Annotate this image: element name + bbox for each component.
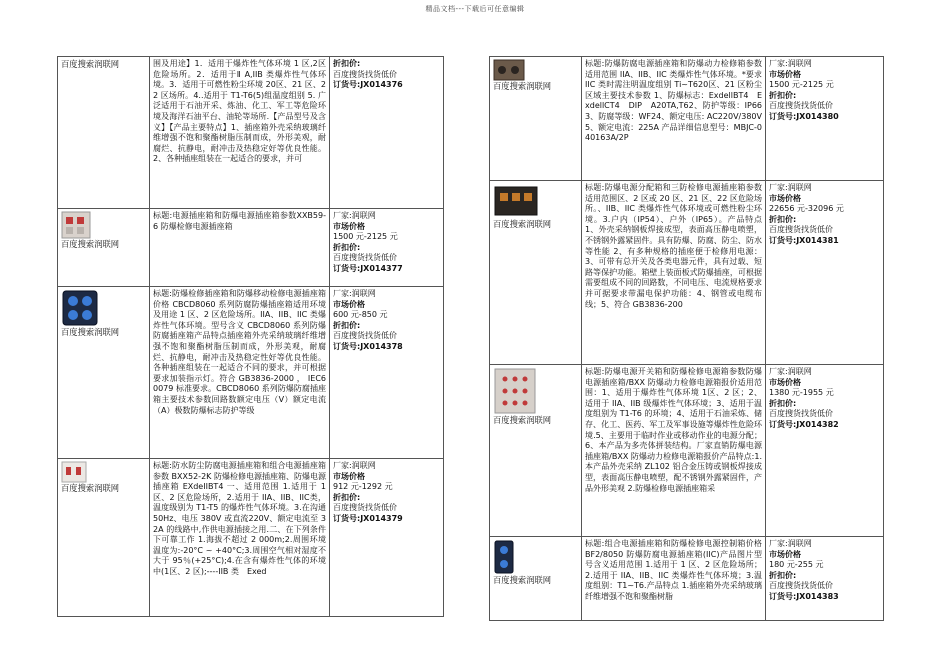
price-range: 1500 元-2125 元 [333,232,398,242]
image-cell [490,57,582,181]
discount-text: 百度搜货找货低价 [333,253,397,263]
image-cell [490,365,582,537]
factory-label: 厂家:润联网 [333,211,376,220]
right-product-table [489,56,884,621]
discount-label: 折扣价: [333,320,361,330]
store-link[interactable]: 百度搜索润联网 [493,415,552,425]
price-cell [330,209,444,287]
order-code: 订货号:JX014377 [333,263,403,273]
factory-label: 厂家:润联网 [769,539,812,548]
price-range: 912 元-1292 元 [333,482,393,492]
market-price-label: 市场价格 [333,471,365,481]
price-cell [330,287,444,459]
description-cell: 标题:防爆电源开关箱和防爆检修电源箱参数防爆电源插座箱/BXX 防爆动力检修电源箱报价适用范围：1、适用于爆炸性气体环境 1区、2 区；2、适用于 IIA、IIB 级爆炸性气体环境；3、适用于温度组别为 T1-T6 的环境；4、适用于石油采炼、储存、化工、医药、军工及军事设施等爆炸性危险环境.5、主要用于临时作业或移动作业的电源分配；6、本产品为多壳体拼装结构。厂家直销防爆电源插座箱/BXX 防爆动力检修电源箱报价产品特点:1.本产品外壳采纳 ZL102 铝合金压铸或钢板焊接成型，表面高压静电喷塑，配不锈钢外露紧固件，产品外形美观 2.防爆检修电源插座箱采 [582,365,766,537]
left-product-table [57,56,444,617]
market-price-label: 市场价格 [769,549,801,559]
market-price-label: 市场价格 [333,221,365,231]
discount-label: 折扣价: [333,242,361,252]
description-cell: 标题:防爆检修插座箱和防爆移动检修电源插座箱价格 CBCD8060 系列防腐防爆插座箱适用环境及用途 1 区、2 区危险场所。IIA、IIB、IIC 类爆炸性气体环境。型号含义 CBCD8060 系列防爆防腐插座箱产品特点插座箱外壳采纳玻璃纤维增强不饱和聚酯树脂压制而成，外形美观，耐腐烂、抗静电，耐冲击及热稳定性好等优良性能。各种插座组装在一起适合不同的要求，并可根据要求加装指示灯。符合 GB3836-2000 ， IEC60079 标准要求。CBCD8060 系列防爆防腐插座箱主要技术参数回路数额定电压（V）额定电流（A）极数防爆标志防护等级 [150,287,330,459]
order-code: 订货号:JX014379 [333,513,403,523]
price-cell [330,57,444,209]
price-range: 180 元-255 元 [769,560,824,570]
discount-label: 折扣价: [333,492,361,502]
table-row [490,57,884,181]
order-code: 订货号:JX014380 [769,111,839,121]
discount-text: 百度搜货找货低价 [769,581,833,591]
order-code: 订货号:JX014382 [769,419,839,429]
product-image [493,367,537,415]
factory-label: 厂家:润联网 [333,461,376,470]
page-header: 精品文档---下载后可任意编辑 [425,5,525,13]
product-image [493,183,539,219]
store-link[interactable]: 百度搜索润联网 [61,327,120,337]
price-range: 22656 元-32096 元 [769,204,844,214]
discount-text: 百度搜货找货低价 [333,503,397,513]
price-cell [766,365,884,537]
image-cell [58,209,150,287]
store-link[interactable]: 百度搜索润联网 [493,219,552,229]
price-range: 600 元-850 元 [333,310,388,320]
price-cell [766,537,884,621]
market-price-label: 市场价格 [769,69,801,79]
table-row [58,57,444,209]
store-link[interactable]: 百度搜索润联网 [61,239,120,249]
product-image [61,461,87,483]
image-cell [58,287,150,459]
store-link[interactable]: 百度搜索润联网 [493,81,552,91]
description-cell: 标题:组合电源插座箱和防爆检修电源控制箱价格 BF2/8050 防爆防腐电源插座箱(IIC)产品图片型号含义适用范围 1.适用于 1 区、2 区危险场所；2.适用于 IIA、IIB、IIC 类爆炸性气体环境；3.温度组别：T1~T6.产品特点 1.插座箱外壳采纳玻璃纤维增强不饱和聚酯树脂 [582,537,766,621]
table-row [490,365,884,537]
price-cell [766,57,884,181]
order-code: 订货号:JX014376 [333,80,403,90]
description-cell: 标题:防爆电源分配箱和三防检修电源插座箱参数适用范围区、2 区或 20 区、21 区、22 区危险场所。、IIB、IIC 类爆炸性气体环境或可燃性粉尘环境。3.户内（IP54）、户外（IP65）。产品特点 1、外壳采纳钢板焊接成型，表面高压静电喷塑，不锈钢外露紧固件。具有防爆、防腐、防尘、防水等性能 2、有多种规格的插座便于检修用电源：3、可带有总开关及各类电器元件，具有过载、短路等保护功能。箱壁上装面板式防爆插座，可根据需要组成不同的回路数，不同电压、电流规格要求并可据要求带漏电保护功能：4、钢管或电缆布线；5、符合 GB3836-200 [582,181,766,365]
table-row [490,181,884,365]
discount-text: 百度搜货找货低价 [333,331,397,341]
market-price-label: 市场价格 [769,193,801,203]
market-price-label: 市场价格 [333,299,365,309]
table-row [58,459,444,617]
factory-label: 厂家:润联网 [769,59,812,68]
discount-text: 百度搜货找货低价 [333,69,397,79]
image-cell [58,57,150,209]
image-cell [58,459,150,617]
description-cell: 标题:防水防尘防腐电源插座箱和组合电源插座箱参数 BXX52-2K 防爆检修电源插座箱、防爆电源插座箱 EXdeIIBT4 一、适用范围 1.适用于 1区、2 区危险场所，2.适用于 IIA、IIB、IIC类，温度级别为 T1-T5 的爆炸性气体环境。3.在沟通 50Hz、电压 380V 或直流220V、额定电流至 32A 的线路中,作供电源插接之用.二、在下列条件下可靠工作 1.海拔不超过 2 000m;2.周围环境温度为:-20°C ~ +40°C;3.周围空气相对湿度不大于 95％(+25°C);4.在含有爆炸性气体的环境中(1区、2 区);----IIB 类 Exed [150,459,330,617]
store-link[interactable]: 百度搜索润联网 [493,575,552,585]
discount-text: 百度搜货找货低价 [769,225,833,235]
description-cell: 标题:电源插座箱和防爆电源插座箱参数XXB59-6 防爆检修电源插座箱 [150,209,330,287]
discount-label: 折扣价: [769,570,797,580]
discount-text: 百度搜货找货低价 [769,101,833,111]
price-cell [766,181,884,365]
order-code: 订货号:JX014383 [769,591,839,601]
price-range: 1500 元-2125 元 [769,80,834,90]
factory-label: 厂家:润联网 [769,367,812,376]
product-image [493,59,525,81]
price-range: 1380 元-1955 元 [769,388,834,398]
table-row [58,209,444,287]
image-cell [490,181,582,365]
description-cell: 标题:防爆防腐电源插座箱和防爆动力检修箱参数适用范围 IIA、IIB、IIC 类爆炸性气体环境。*要求 IIC 类时需注明温度组别 Ti~T620区、21 区粉尘区域主要技术参数 1、防爆标志：ExdellBT4 ExdellCT4 DIP A20TA,T62、防护等级：IP663、防腐等级：WF24、额定电压: AC220V/380V5、额定电流：225A 产品详细信息型号：MBJC-040163A/2P [582,57,766,181]
discount-label: 折扣价: [333,59,361,68]
product-image [61,289,99,327]
discount-text: 百度搜货找货低价 [769,409,833,419]
order-code: 订货号:JX014378 [333,341,403,351]
price-cell [330,459,444,617]
order-code: 订货号:JX014381 [769,235,839,245]
table-row [490,537,884,621]
discount-label: 折扣价: [769,214,797,224]
image-cell [490,537,582,621]
discount-label: 折扣价: [769,90,797,100]
store-link[interactable]: 百度搜索润联网 [61,59,120,69]
discount-label: 折扣价: [769,398,797,408]
market-price-label: 市场价格 [769,377,801,387]
product-image [493,539,515,575]
factory-label: 厂家:润联网 [333,289,376,298]
description-cell: 围及用途】1．适用于爆炸性气体环境 1 区,2区危险场所。2．适用于Ⅱ A,IIB 类爆炸性气体环境。3．适用于可燃性粉尘环境 20区、21 区、22 区场所。4..适用于 T1-T6(5)组温度组别 5. 广泛适用于石油开采、炼油、化工、军工等危险环境及海洋石油平台、油轮等场所.【产品型号及含义】【产品主要特点】1、插座箱外壳采纳玻璃纤维增强不饱和聚酯树脂压制而成，外形美观，耐腐烂、抗静电，耐冲击及热稳定好等优良性能。2、各种插座组装在一起适合的要求，并可 [150,57,330,209]
factory-label: 厂家:润联网 [769,183,812,192]
product-image [61,211,91,239]
table-row [58,287,444,459]
store-link[interactable]: 百度搜索润联网 [61,483,120,493]
